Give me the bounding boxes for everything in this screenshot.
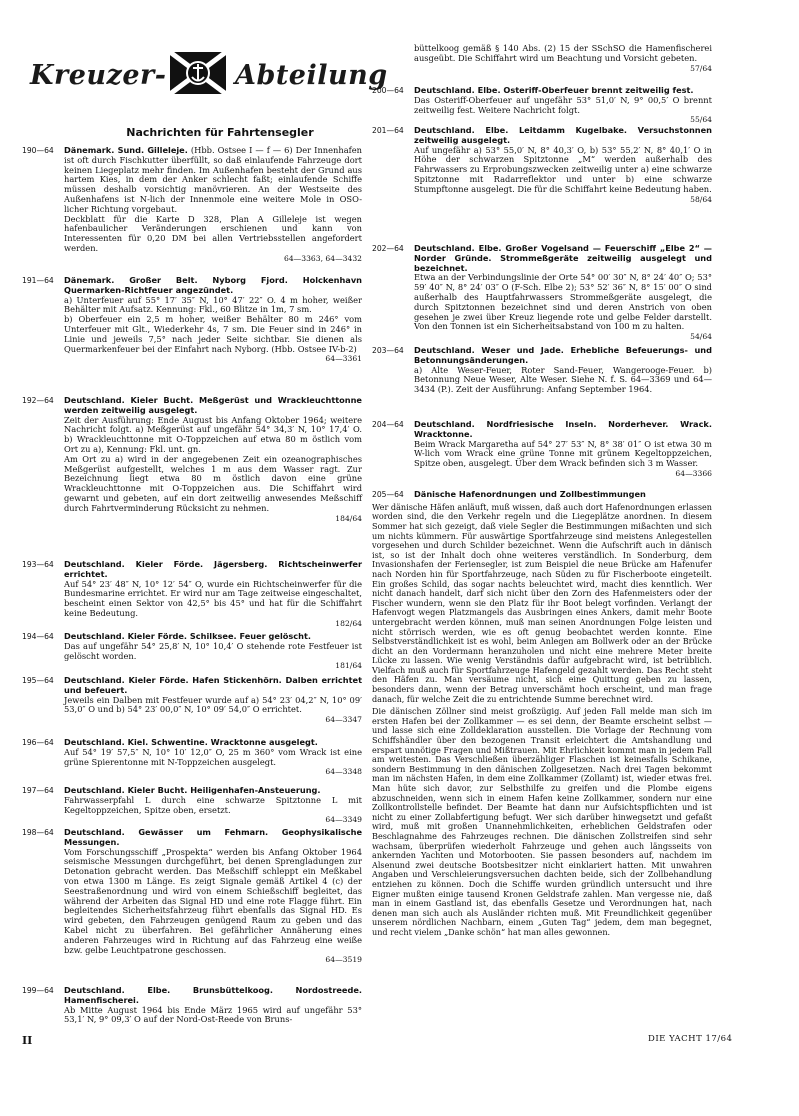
notice-title: Deutschland. Kieler Förde. Hafen Stickenhörn. Dalben errichtet und befeuert.	[64, 675, 362, 695]
notice-number: 200—64	[372, 86, 404, 95]
notice-title: Deutschland. Kieler Förde. Schilksee. Feuer gelöscht.	[64, 631, 311, 641]
notice-ref: 64—3519	[325, 955, 362, 965]
notice-198	[22, 828, 362, 965]
notice-number: 191—64	[22, 276, 54, 285]
notice-text: a) Alte Weser-Feuer, Roter Sand-Feuer, Wangerooge-Feuer. b) Betonnung Neue Weser, Alte Weser. Siehe N. f. S. 64—3369 und 64—3434 (P.). Zeit der Ausführung: Anfang September 1964.	[414, 364, 712, 395]
notice-number: 198—64	[22, 828, 54, 837]
notice-number: 201—64	[372, 126, 404, 135]
notice-ref: 64—3348	[325, 767, 362, 777]
notice-text: Vom Forschungsschiff „Prospekta“ werden bis Anfang Oktober 1964 seismische Messungen durchgeführt, bei denen Sprengladungen zur Detonation gebracht werden. Das Meßschiff schleppt ein Meßkabel von etwa 1300 m Länge. Es zeigt Signale gemäß Artikel 4 (c) der Seestraßenordnung und wird von einem Schießschiff begleitet, das während der Arbeiten das Signal HD und eine rote Flagge führt. Ein begleitendes Sicherheitsfahrzeug führt ebenfalls das Signal HD. Es wird gebeten, den Fahrzeugen genügend Raum zu geben und das Kabel nicht zu überfahren. Bei gefährlicher Annäherung eines anderen Fahrzeuges wird in Richtung auf das Fahrzeug eine weiße bzw. gelbe Leuchtpatrone geschossen.	[64, 846, 362, 955]
notice-extra: Die dänischen Zöllner sind meist großzügig. Auf jeden Fall melde man sich im ersten Hafen bei der Zollkammer — es sei denn, der Beamte erscheint selbst — und lasse sich eine Zolldeklaration ausstellen. Die Vorlage der Rechnung vom Schiffshändler über den bezogenen Transit erleichtert die Amtshandlung und erspart unnötige Fragen und Mißtrauen. Mit Ehrlichkeit kommt man in jedem Fall am weitesten. Das Verschließen überzähliger Flaschen ist keinesfalls Schikane, sondern Bestimmung in den dänischen Zollgesetzen. Nach drei Tagen bekommt man im nächsten Hafen, in dem eine Zollkammer (Zollamt) ist, wieder etwas frei. Man hüte sich davor, zur Selbsthilfe zu greifen und die Plombe eigens abzuschneiden, wenn sich in einem Hafen keine Zollkammer, sondern nur eine Zollkontrollstelle befindet. Der Beamte hat dann nur Aufsichtspflichten und ist nicht zu einer Zollabfertigung befugt. Wer sich darüber hinwegsetzt und gefaßt wird, muß mit großen Unannehmlichkeiten, erheblichen Geldstrafen oder Beschlagnahme des Fahrzeuges rechnen. Die dänischen Zollstreifen sind sehr wachsam, überprüfen wiederholt Fahrzeuge und gehen auch längsseits von ankernden Yachten und Motorbooten. Sie passen besonders auf, nachdem im Alsenund zwei deutsche Bootsbesitzer nicht einklariert hatten. Mit unwahren Angaben und Verschleierungsversuchen dachten beide, sich der Zollbehandlung entziehen zu können. Doch die Schiffe wurden gründlich untersucht und ihre Eigner mußten einige tausend Kronen Geldstrafe zahlen. Man vergesse nie, daß man in einem Gastland ist, das ebenfalls Gesetze und Verordnungen hat, nach denen man sich auch als Ausländer richten muß. Mit Freundlichkeit gegenüber unserem nördlichen Nachbarn, einem „Guten Tag“ jedem, dem man begegnet, und recht vielem „Danke schön“ hat man alles gewonnen.	[372, 706, 712, 937]
notice-number: 205—64	[372, 490, 404, 499]
notice-text: Zeit der Ausführung: Ende August bis Anfang Oktober 1964; weitere Nachricht folgt. a) Meßgerüst auf ungefähr 54° 34,3′ N, 10° 17,4′ O. b) Wrackleuchttonne mit O-Toppzeichen auf etwa 80 m östlich vom Ort zu a), Kennung: Fkl. unt. gn.	[64, 414, 362, 454]
notice-196	[22, 738, 362, 777]
notice-extra: Am Ort zu a) wird in der angegebenen Zeit ein ozeanographisches Meßgerüst aufgestellt, welches 1 m aus dem Wasser ragt. Zur Bezeichnung liegt etwa 80 m östlich davon eine grüne Wrackleuchttonne mit O-Toppzeichen aus. Die Schiffahrt wird gewarnt und gebeten, auf ein dort zeitweilig anwesendes Meßschiff durch Fahrtverminderung Rücksicht zu nehmen.	[64, 453, 362, 513]
notice-number: 196—64	[22, 738, 54, 747]
notice-title: Deutschland. Kieler Bucht. Meßgerüst und Wrackleuchttonne werden zeitweilig ausgelegt.	[64, 395, 362, 415]
notice-number: 203—64	[372, 346, 404, 355]
notice-ref: 64—3361	[325, 354, 362, 364]
notice-text: Beim Wrack Margaretha auf 54° 27′ 53″ N, 8° 38′ 01″ O ist etwa 30 m W-lich vom Wrack eine grüne Tonne mit grünem Kegeltoppzeichen, Spitze oben, ausgelegt. Über dem Wrack befinden sich 3 m Wasser.	[414, 438, 712, 469]
notice-199	[22, 986, 362, 1025]
notice-ref: 64—3366	[675, 468, 712, 478]
notice-title: Deutschland. Gewässer um Fehmarn. Geophysikalische Messungen.	[64, 827, 362, 847]
notice-200	[372, 86, 712, 125]
notice-title: Deutschland. Weser und Jade. Erhebliche Befeuerungs- und Betonnungsänderungen.	[414, 345, 712, 365]
notice-text: Etwa an der Verbindungslinie der Orte 54° 00′ 30″ N, 8° 24′ 40″ O; 53° 59′ 40″ N, 8° 24′ 03″ O (F-Sch. Elbe 2); 53° 52′ 36″ N, 8° 15′ 00″ O sind außerhalb des Hauptfahrwassers Strommeßgeräte ausgelegt, die durch Spitztonnen bezeichnet sind und deren Anstrich von oben gesehen je zwei über Kreuz liegende rote und gelbe Felder darstellt. Von den Tonnen ist ein Sicherheitsabstand von 100 m zu halten.	[414, 272, 712, 332]
notice-title: Deutschland. Kiel. Schwentine. Wracktonne ausgelegt.	[64, 737, 318, 747]
notice-199-cont	[372, 44, 712, 73]
notice-text: Wer dänische Häfen anläuft, muß wissen, daß auch dort Hafenordnungen erlassen worden sind, die den Verkehr regeln und die Liegeplätze anordnen. In diesem Sommer hat sich gezeigt, daß viele Segler die Bestimmungen mißachten und sich um nichts kümmern. Für auswärtige Sportfahrzeuge sind meistens Anlegestellen vorgesehen und durch Schilder bezeichnet. Wenn die Aufschrift auch in dänisch ist, so ist der Inhalt doch ohne weiteres verständlich. In Sonderburg, dem Invasionshafen der Feriensegler, ist zum Beispiel die neue Brücke am Hafenufer nach Norden hin für Sportfahrzeuge, nach Süden zu für Fischerboote eingeteilt. Ein großes Schild, das sogar nachts beleuchtet wird, macht dies kenntlich. Wer nicht danach handelt, darf sich nicht über den Zorn des Hafenmeisters oder der Fischer wundern, wenn sie den Platz für ihr Boot belegt vorfinden. Verlangt der Hafenvogt wegen Platzmangels das Ausbringen eines Ankers, damit mehr Boote untergebracht werden können, muß man seinen Anordnungen Folge leisten und nicht störrisch werden, wie es oft genug beobachtet werden konnte. Eine Selbstverständlichkeit ist es wohl, beim Anlegen am Bollwerk oder an der Brücke dicht an den Vordermann heranzuholen und nicht eine mehrere Meter breite Lücke zu lassen. Wie wenig Verständnis dafür aufgebracht wird, ist betrüblich. Vielfach muß auch für Sportfahrzeuge Hafengeld gezahlt werden. Das Recht steht den Häfen zu. Man versäume nicht, sich eine Quittung geben zu lassen, besonders dann, wenn der Betrag unverschämt hoch erscheint, und man frage danach, für welche Zeit die zu entrichtende Summe berechnet wird.	[372, 501, 712, 704]
header-title-left: Kreuzer-	[30, 60, 167, 91]
notice-ref: 54/64	[690, 332, 712, 342]
notice-extra: b) Oberfeuer ein 2,5 m hoher, weißer Behälter 80 m 246° vom Unterfeuer mit Glt., Wiederkehr 4s, 7 sm. Die Feuer sind in 246° in Linie und jeweils 7,5° nach jeder Seite sichtbar. Sie dienen als Quermarkenfeuer bei der Einfahrt nach Nyborg. (Hbb. Ostsee IV-b-2)	[64, 314, 362, 354]
notice-text: Auf 54° 19′ 57,5″ N, 10° 10′ 12,0″ O, 25 m 360° vom Wrack ist eine grüne Spierentonne mit N-Toppzeichen ausgelegt.	[64, 746, 362, 767]
magazine-issue: DIE YACHT 17/64	[648, 1034, 733, 1044]
notice-ref: 182/64	[335, 618, 362, 628]
notice-title: Deutschland. Elbe. Brunsbüttelkoog. Nordostreede. Hamenfischerei.	[64, 985, 362, 1005]
notice-text: Ab Mitte August 1964 bis Ende März 1965 wird auf ungefähr 53° 53,1′ N, 9° 09,3′ O auf der Nord-Ost-Reede von Bruns-	[64, 1004, 362, 1025]
notice-ref: 181/64	[335, 661, 362, 671]
notice-title: Dänische Hafenordnungen und Zollbestimmungen	[414, 489, 646, 499]
notice-ref: 184/64	[335, 513, 362, 523]
notice-text: Das auf ungefähr 54° 25,8′ N, 10° 10,4′ O stehende rote Festfeuer ist gelöscht worden.	[64, 640, 362, 661]
notice-title: Dänemark. Großer Belt. Nyborg Fjord. Holckenhavn Quermarken-Richtfeuer angezündet.	[64, 275, 362, 295]
notice-text: (Hbb. Ostsee I — f — 6) Der Innenhafen ist oft durch Fischkutter überfüllt, so daß einlaufende Fahrzeuge dort keinen Liegeplatz mehr finden. Im Außenhafen besteht der Grund aus hartem Kies, in dem der Anker schlecht faßt; einlaufende Schiffe müssen deshalb vorsichtig manövrieren. An der Westseite des Außenhafens ist N-lich der Innenmole eine weitere Mole in OSO-licher Richtung vorgebaut.	[64, 145, 362, 214]
notice-number: 197—64	[22, 786, 54, 795]
notice-202	[372, 244, 712, 342]
notice-title: Deutschland. Kieler Förde. Jägersberg. Richtscheinwerfer errichtet.	[64, 559, 362, 579]
notice-197	[22, 786, 362, 825]
notice-205	[372, 490, 712, 938]
notice-number: 190—64	[22, 146, 54, 155]
page-number: II	[22, 1034, 33, 1047]
section-subtitle: Nachrichten für Fahrtensegler	[126, 126, 314, 139]
notice-194	[22, 632, 362, 671]
notice-201	[372, 126, 712, 204]
notice-number: 204—64	[372, 420, 404, 429]
notice-ref: 64—3349	[325, 815, 362, 825]
notice-number: 193—64	[22, 560, 54, 569]
notice-190	[22, 146, 362, 264]
notice-title: Dänemark. Sund. Gilleleje.	[64, 145, 188, 155]
notice-title: Deutschland. Nordfriesische Inseln. Norderhever. Wrack. Wracktonne.	[414, 419, 712, 439]
notice-ref: 64—3347	[325, 715, 362, 725]
notice-203	[372, 346, 712, 395]
notice-number: 202—64	[372, 244, 404, 253]
notice-text: Jeweils ein Dalben mit Festfeuer wurde auf a) 54° 23′ 04,2″ N, 10° 09′ 53,0″ O und b) 54° 23′ 00,0″ N, 10° 09′ 54,0″ O errichtet.	[64, 694, 362, 715]
notice-text: büttelkoog gemäß § 140 Abs. (2) 15 der SSchSO die Hamenfischerei ausgeübt. Die Schiffahrt wird um Beachtung und Vorsicht gebeten.	[414, 43, 712, 63]
notice-204	[372, 420, 712, 479]
notice-193	[22, 560, 362, 629]
notice-title: Deutschland. Elbe. Osteriff-Oberfeuer brennt zeitweilig fest.	[414, 85, 694, 95]
notice-ref: 57/64	[690, 63, 712, 73]
anchor-flag-icon	[170, 52, 226, 94]
notice-title: Deutschland. Elbe. Großer Vogelsand — Feuerschiff „Elbe 2“ — Norder Gründe. Strommeßgeräte zeitweilig ausgelegt und bezeichnet.	[414, 243, 712, 273]
notice-number: 195—64	[22, 676, 54, 685]
notice-number: 199—64	[22, 986, 54, 995]
notice-text: Fahrwasserpfahl L durch eine schwarze Spitztonne L mit Kegeltoppzeichen, Spitze oben, ersetzt.	[64, 794, 362, 815]
notice-text: Auf ungefähr a) 53° 55,0′ N, 8° 40,3′ O, b) 53° 55,2′ N, 8° 40,1′ O in Höhe der schwarzen Spitztonne „M“ werden außerhalb des Fahrwassers zu Erprobungszwecken zeitweilig unter a) eine schwarze Spitztonne mit Radarreflektor und unter b) eine schwarze Stumpftonne ausgelegt. Die für die Schiffahrt keine Bedeutung haben.	[414, 144, 712, 194]
notice-number: 194—64	[22, 632, 54, 641]
notice-191	[22, 276, 362, 364]
header-title-right: Abteilung	[235, 60, 388, 91]
notice-text: a) Unterfeuer auf 55° 17′ 35″ N, 10° 47′ 22″ O. 4 m hoher, weißer Behälter mit Aufsatz. Kennung: Fkl., 60 Blitze in 1m, 7 sm.	[64, 294, 362, 315]
notice-ref: 64—3363, 64—3432	[284, 253, 362, 263]
notice-title: Deutschland. Elbe. Leitdamm Kugelbake. Versuchstonnen zeitweilig ausgelegt.	[414, 125, 712, 145]
notice-text: Das Osteriff-Oberfeuer auf ungefähr 53° 51,0′ N, 9° 00,5′ O brennt zeitweilig fest. Weitere Nachricht folgt.	[414, 94, 712, 115]
notice-number: 192—64	[22, 396, 54, 405]
notice-text: Auf 54° 23′ 48″ N, 10° 12′ 54″ O, wurde ein Richtscheinwerfer für die Bundesmarine errichtet. Er wird nur am Tage zeitweise eingeschaltet, bescheint einen Sektor von 42,5° bis 45° und hat für die Schiffahrt keine Bedeutung.	[64, 578, 362, 618]
notice-195	[22, 676, 362, 725]
notice-ref: 55/64	[690, 115, 712, 125]
notice-192	[22, 396, 362, 523]
notice-ref: 58/64	[690, 194, 712, 204]
notice-extra: Deckblatt für die Karte D 328, Plan A Gilleleje ist wegen hafenbaulicher Veränderungen erschienen und kann von Interessenten für 0,20 DM bei allen Vertriebsstellen angefordert werden.	[64, 213, 362, 253]
notice-title: Deutschland. Kieler Bucht. Heiligenhafen-Ansteuerung.	[64, 785, 321, 795]
